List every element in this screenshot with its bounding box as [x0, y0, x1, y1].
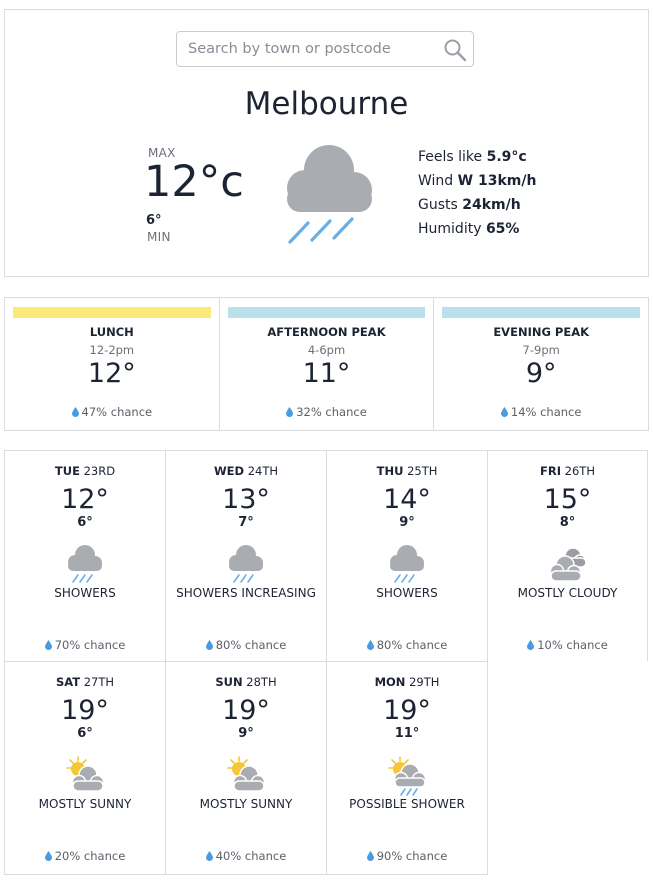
seven-day-forecast — [4, 450, 647, 874]
period-lunch — [5, 298, 220, 430]
period-forecast-card — [4, 297, 649, 431]
day-name: TUE 23RD — [54, 464, 116, 478]
raindrop-icon — [367, 640, 374, 650]
rain-chance: 14% chance — [434, 405, 648, 419]
day-description: POSSIBLE SHOWER — [349, 797, 465, 811]
rain-chance: 90% chance — [327, 849, 487, 863]
day-min-temp: 8° — [559, 515, 576, 530]
day-name: MON 29TH — [374, 675, 440, 689]
raindrop-icon — [206, 851, 213, 861]
period-color-bar — [228, 307, 426, 318]
search-icon[interactable] — [443, 38, 467, 62]
day-name: SAT 27TH — [55, 675, 115, 689]
min-label: MIN — [147, 230, 171, 244]
rain-chance: 80% chance — [327, 638, 487, 652]
empty-cell — [487, 661, 648, 875]
day-min-temp: 6° — [77, 726, 93, 741]
forecast-day-mon[interactable] — [326, 661, 488, 875]
period-temp: 11° — [302, 358, 351, 389]
day-min-temp: 9° — [399, 515, 415, 530]
period-temp: 9° — [525, 358, 557, 389]
wind: Wind W 13km/h — [418, 173, 537, 189]
showers-icon — [63, 544, 107, 586]
day-description: SHOWERS INCREASING — [176, 586, 316, 600]
day-name: WED 24TH — [213, 464, 279, 478]
showers-icon — [385, 544, 429, 586]
rain-chance: 32% chance — [220, 405, 434, 419]
day-description: MOSTLY CLOUDY — [517, 586, 618, 600]
raindrop-icon — [367, 851, 374, 861]
max-label: MAX — [148, 146, 176, 160]
day-min-temp: 6° — [77, 515, 93, 530]
period-evening-peak — [434, 298, 648, 430]
rain-chance: 10% chance — [488, 638, 647, 652]
day-description: SHOWERS — [54, 586, 116, 600]
raindrop-icon — [206, 640, 213, 650]
current-conditions-card — [4, 9, 649, 277]
mostly-sunny-icon — [63, 755, 107, 797]
period-time: 12-2pm — [89, 343, 135, 357]
city-name: Melbourne — [244, 86, 409, 122]
day-max-temp: 15° — [543, 484, 592, 515]
mostly-sunny-icon — [224, 755, 268, 797]
showers-icon — [224, 544, 268, 586]
raindrop-icon — [45, 851, 52, 861]
day-name: FRI 26TH — [540, 464, 595, 478]
raindrop-icon — [501, 407, 508, 417]
period-afternoon-peak — [220, 298, 435, 430]
rain-cloud-icon — [281, 142, 377, 250]
day-name: SUN 28TH — [215, 675, 277, 689]
period-time: 7-9pm — [522, 343, 560, 357]
period-title: EVENING PEAK — [493, 325, 590, 339]
day-max-temp: 14° — [383, 484, 431, 515]
gusts: Gusts 24km/h — [418, 197, 521, 213]
forecast-day-wed[interactable] — [165, 450, 327, 662]
feels-like: Feels like 5.9°c — [418, 149, 527, 165]
period-title: AFTERNOON PEAK — [267, 325, 386, 339]
day-max-temp: 13° — [222, 484, 270, 515]
rain-chance: 47% chance — [5, 405, 219, 419]
forecast-day-sun[interactable] — [165, 661, 327, 875]
period-temp: 12° — [87, 358, 136, 389]
day-description: MOSTLY SUNNY — [199, 797, 293, 811]
day-max-temp: 19° — [61, 695, 109, 726]
search-input[interactable] — [177, 32, 443, 66]
rain-chance: 40% chance — [166, 849, 326, 863]
period-title: LUNCH — [89, 325, 134, 339]
day-max-temp: 19° — [222, 695, 270, 726]
day-min-temp: 7° — [238, 515, 254, 530]
search-box[interactable] — [176, 31, 474, 67]
forecast-day-fri[interactable] — [487, 450, 648, 662]
rain-chance: 20% chance — [5, 849, 165, 863]
forecast-day-sat[interactable] — [4, 661, 166, 875]
day-min-temp: 9° — [238, 726, 254, 741]
raindrop-icon — [72, 407, 79, 417]
min-temperature: 6° — [146, 213, 162, 228]
period-color-bar — [13, 307, 211, 318]
forecast-day-tue[interactable] — [4, 450, 166, 662]
mostly-cloudy-icon — [546, 544, 590, 586]
day-description: SHOWERS — [376, 586, 438, 600]
rain-chance: 80% chance — [166, 638, 326, 652]
day-name: THU 25TH — [376, 464, 438, 478]
forecast-day-thu[interactable] — [326, 450, 488, 662]
day-description: MOSTLY SUNNY — [38, 797, 132, 811]
raindrop-icon — [286, 407, 293, 417]
day-min-temp: 11° — [394, 726, 420, 741]
day-max-temp: 12° — [61, 484, 109, 515]
period-time: 4-6pm — [307, 343, 346, 357]
raindrop-icon — [527, 640, 534, 650]
humidity: Humidity 65% — [418, 221, 520, 237]
raindrop-icon — [45, 640, 52, 650]
day-max-temp: 19° — [383, 695, 431, 726]
max-temperature: 12°c — [144, 157, 244, 207]
possible-shower-icon — [385, 755, 429, 797]
period-color-bar — [442, 307, 640, 318]
rain-chance: 70% chance — [5, 638, 165, 652]
